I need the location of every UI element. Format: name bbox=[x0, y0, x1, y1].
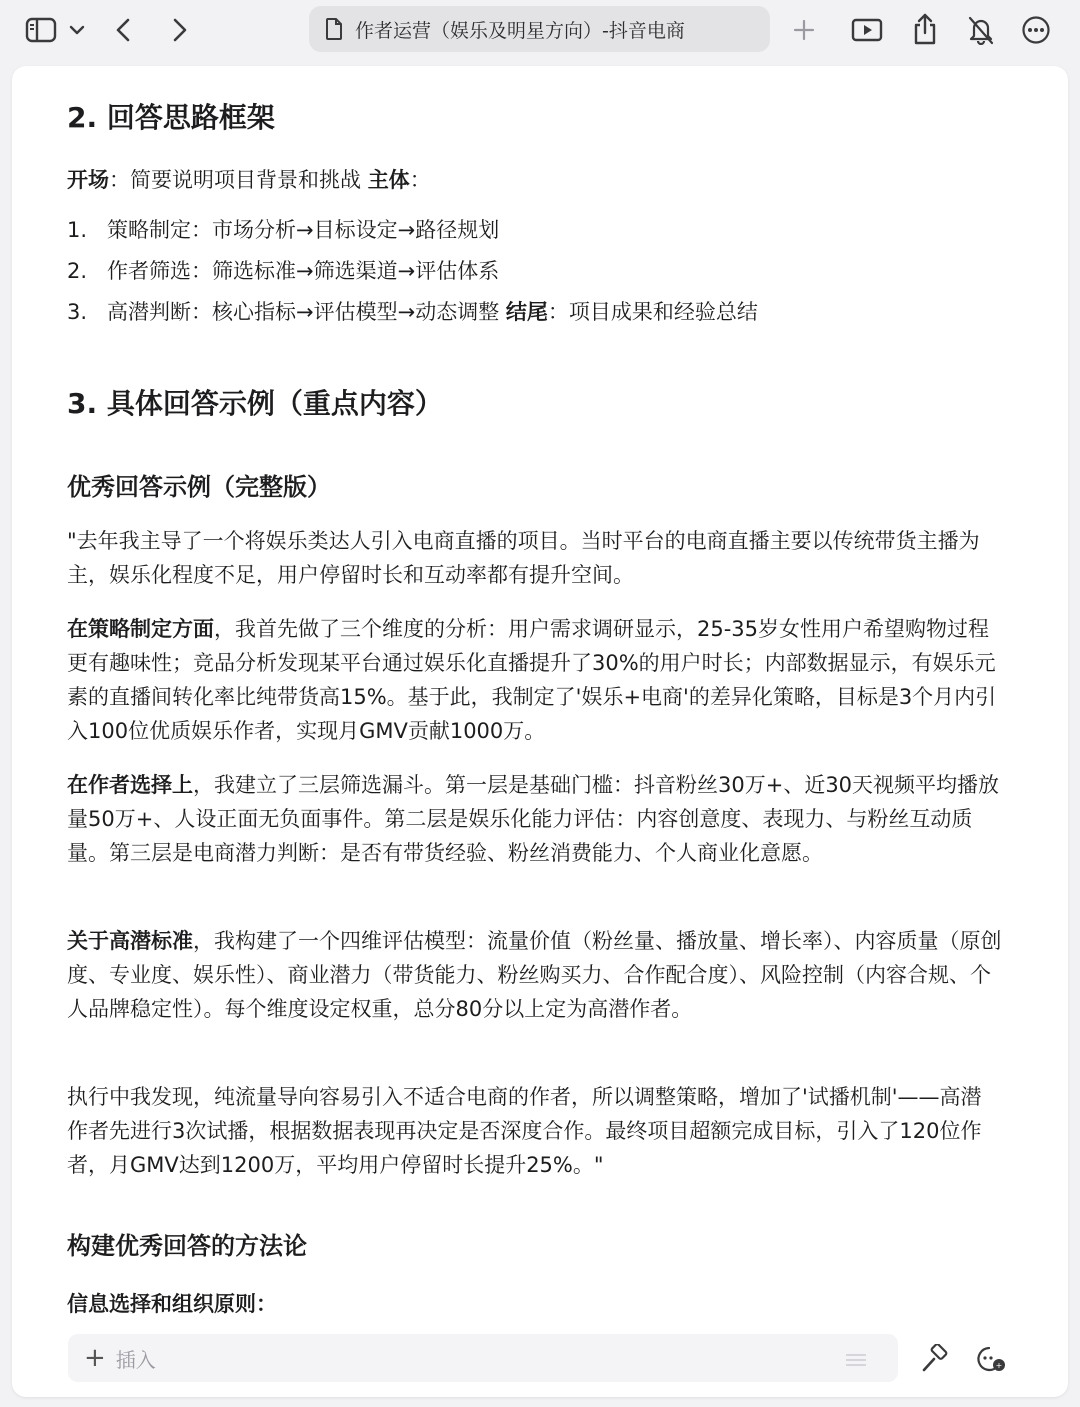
more-icon[interactable] bbox=[1020, 14, 1052, 46]
paragraph bbox=[67, 612, 1002, 748]
sub-heading: 构建优秀回答的方法论 bbox=[67, 1232, 307, 1260]
forward-icon[interactable] bbox=[167, 14, 193, 46]
paragraph bbox=[67, 924, 1002, 1026]
svg-text:+: + bbox=[995, 1361, 1003, 1370]
bold-line bbox=[67, 1288, 277, 1318]
method-sub-label: 信息选择和组织原则： bbox=[67, 1292, 277, 1316]
composer-placeholder: 插入 bbox=[115, 1347, 156, 1372]
section-heading: 2. 回答思路框架 bbox=[67, 101, 275, 134]
paragraph: "去年我主导了一个将娱乐类达人引入电商直播的项目。当时平台的电商直播主要以传统带货主播为主，娱乐化程度不足，用户停留时长和互动率都有提升空间。 bbox=[67, 529, 980, 587]
list-item bbox=[67, 214, 499, 244]
paragraph: 执行中我发现，纯流量导向容易引入不适合电商的作者，所以调整策略，增加了'试播机制'——高潜作者先进行3次试播，根据数据表现再决定是否深度合作。最终项目超额完成目标，引入了120位作者，月GMV达到1200万，平均用户停留时长提升25%。" bbox=[67, 1085, 982, 1177]
intro-label-open: 开场 bbox=[67, 168, 109, 192]
plus-icon[interactable]: + bbox=[84, 1343, 106, 1373]
drag-handle-icon[interactable] bbox=[844, 1352, 868, 1371]
insert-composer[interactable] bbox=[68, 1334, 898, 1382]
list-text: 作者筛选：筛选标准→筛选渠道→评估体系 bbox=[107, 259, 500, 283]
back-icon[interactable] bbox=[110, 14, 136, 46]
chevron-down-icon[interactable] bbox=[66, 20, 88, 40]
document-card bbox=[12, 66, 1068, 1397]
paragraph-text: ，我首先做了三个维度的分析：用户需求调研显示，25-35岁女性用户希望购物过程更有趣味性；竞品分析发现某平台通过娱乐化直播提升了30%的用户时长；内部数据显示，有娱乐元素的直播间转化率比纯带货高15%。基于此，我制定了'娱乐+电商'的差异化策略，目标是3个月内引入100位优质娱乐作者，实现月GMV贡献1000万。 bbox=[67, 617, 997, 743]
hammer-icon[interactable] bbox=[920, 1344, 950, 1378]
list-number: 1. bbox=[67, 218, 88, 242]
intro-text-open: ：简要说明项目背景和挑战 bbox=[109, 168, 368, 192]
paragraph-lead: 关于高潜标准 bbox=[67, 929, 193, 953]
address-bar[interactable] bbox=[309, 6, 770, 52]
intro-label-body: 主体 bbox=[367, 168, 410, 192]
list-number: 2. bbox=[67, 259, 88, 283]
paragraph-text: ，我建立了三层筛选漏斗。第一层是基础门槛：抖音粉丝30万+、近30天视频平均播放量50万+、人设正面无负面事件。第二层是娱乐化能力评估：内容创意度、表现力、与粉丝互动质量。第三层是电商潜力判断：是否有带货经验、粉丝消费能力、个人商业化意愿。 bbox=[67, 773, 1000, 865]
paragraph bbox=[67, 768, 1002, 870]
share-icon[interactable] bbox=[910, 12, 940, 46]
video-icon[interactable] bbox=[850, 16, 884, 44]
list-number: 3. bbox=[67, 300, 88, 324]
list-text: 高潜判断：核心指标→评估模型→动态调整 bbox=[107, 300, 506, 324]
sidebar-icon[interactable] bbox=[24, 14, 58, 46]
mute-bell-icon[interactable] bbox=[965, 14, 997, 46]
list-item bbox=[67, 255, 499, 285]
plus-icon[interactable] bbox=[790, 16, 818, 44]
ai-assist-icon[interactable] bbox=[974, 1344, 1006, 1378]
list-bold-label: 结尾 bbox=[505, 300, 548, 324]
document-icon bbox=[325, 18, 343, 40]
sub-heading: 优秀回答示例（完整版） bbox=[67, 473, 331, 501]
list-tail-text: ：项目成果和经验总结 bbox=[547, 300, 758, 324]
tab-title: 作者运营（娱乐及明星方向）-抖音电商 bbox=[355, 19, 685, 42]
paragraph-lead: 在策略制定方面 bbox=[67, 617, 214, 641]
browser-toolbar bbox=[0, 0, 1080, 62]
paragraph-lead: 在作者选择上 bbox=[67, 773, 193, 797]
paragraph-text: ，我构建了一个四维评估模型：流量价值（粉丝量、播放量、增长率）、内容质量（原创度、专业度、娱乐性）、商业潜力（带货能力、粉丝购买力、合作配合度）、风险控制（内容合规、个人品牌稳定性）。每个维度设定权重，总分80分以上定为高潜作者。 bbox=[67, 929, 1002, 1021]
intro-line bbox=[67, 164, 431, 194]
list-text: 策略制定：市场分析→目标设定→路径规划 bbox=[107, 218, 500, 242]
section-heading: 3. 具体回答示例（重点内容） bbox=[67, 387, 443, 420]
list-item bbox=[67, 296, 758, 326]
intro-text-body: ： bbox=[409, 168, 431, 192]
